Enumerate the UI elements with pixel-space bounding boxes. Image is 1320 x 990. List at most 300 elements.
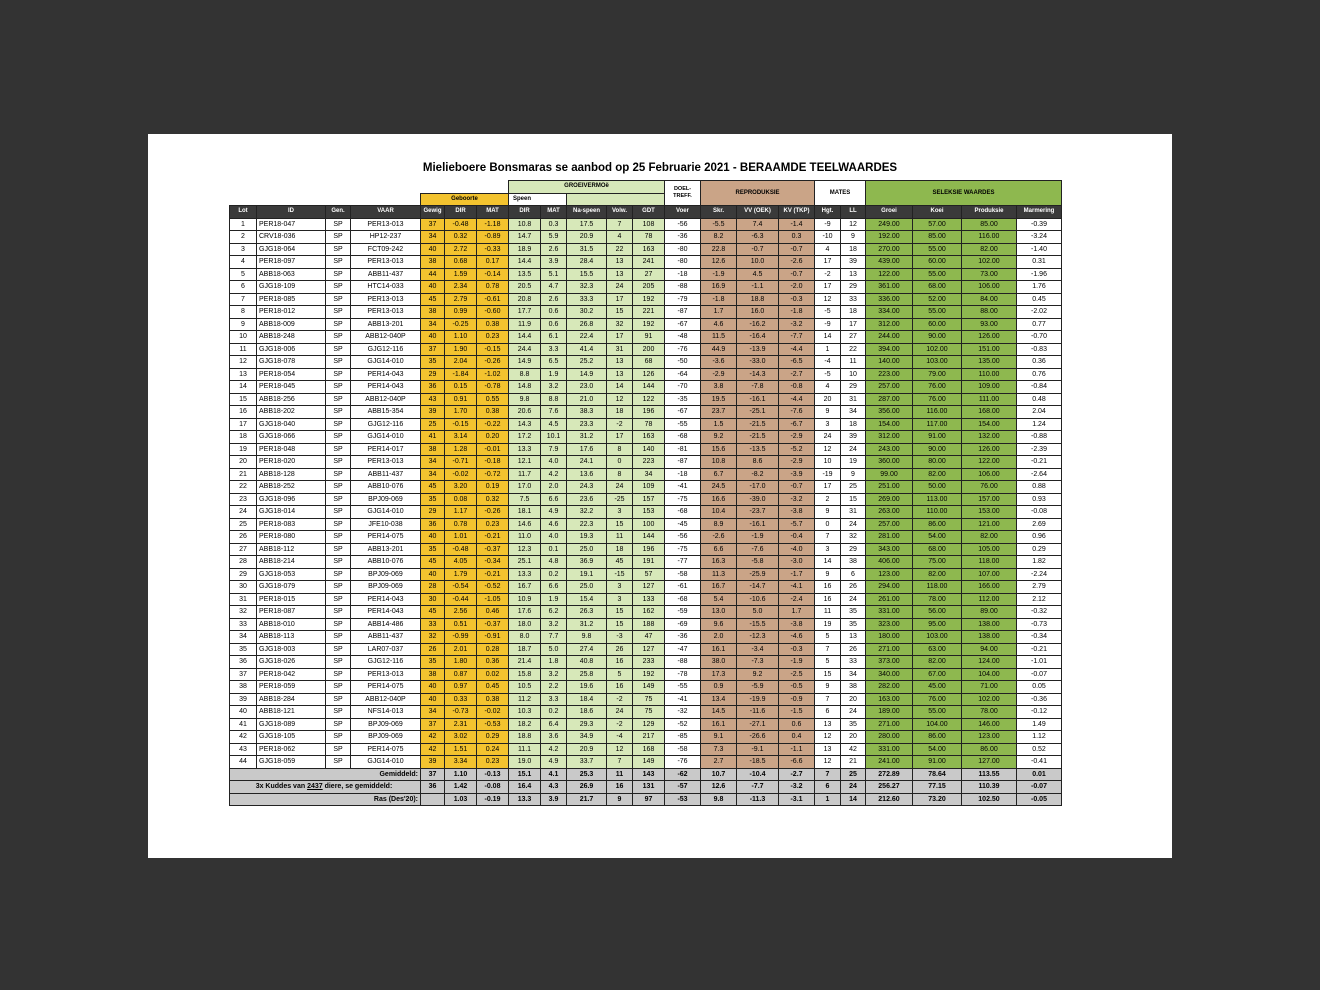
table-row — [230, 456, 1062, 469]
table-cell: 91 — [633, 331, 665, 344]
table-cell: 11.2 — [509, 693, 541, 706]
table-cell: -6.5 — [779, 356, 815, 369]
table-cell: PER18-054 — [257, 368, 326, 381]
table-cell: 17 — [815, 281, 841, 294]
table-cell: 0 — [815, 518, 841, 531]
table-cell: 0.17 — [477, 256, 509, 269]
table-cell: 10 — [815, 456, 841, 469]
table-cell: 13 — [815, 718, 841, 731]
table-cell: 24 — [841, 518, 866, 531]
summary-cell: 4.3 — [541, 781, 567, 794]
table-cell: 40 — [421, 568, 445, 581]
table-cell: 24 — [841, 593, 866, 606]
table-cell: 11 — [607, 531, 633, 544]
table-cell: 1.9 — [541, 593, 567, 606]
table-cell: -25.1 — [737, 406, 779, 419]
table-cell: SP — [326, 618, 351, 631]
table-cell: -0.7 — [779, 268, 815, 281]
table-cell: 85.00 — [913, 231, 962, 244]
table-cell: -0.3 — [779, 293, 815, 306]
table-cell: BPJ09-069 — [351, 731, 421, 744]
table-cell: 16.9 — [701, 281, 737, 294]
table-cell: 5.0 — [737, 606, 779, 619]
table-cell: PER18-080 — [257, 531, 326, 544]
table-cell: 0.9 — [701, 681, 737, 694]
table-cell: -10 — [815, 231, 841, 244]
table-cell: 4.9 — [541, 506, 567, 519]
table-cell: 27 — [230, 543, 257, 556]
table-cell: 25 — [421, 418, 445, 431]
table-row — [230, 306, 1062, 319]
table-cell: 24 — [841, 443, 866, 456]
table-cell: 29 — [841, 381, 866, 394]
table-cell: 67.00 — [913, 668, 962, 681]
table-cell: -14.3 — [737, 368, 779, 381]
table-cell: -0.73 — [445, 706, 477, 719]
table-cell: 5 — [230, 268, 257, 281]
table-cell: -0.78 — [477, 381, 509, 394]
table-cell: PER18-087 — [257, 606, 326, 619]
table-cell: 80.00 — [913, 456, 962, 469]
table-cell: 85.00 — [962, 218, 1017, 231]
table-cell: -3.8 — [779, 618, 815, 631]
table-cell: 0.32 — [445, 231, 477, 244]
table-cell: 0.91 — [445, 393, 477, 406]
table-cell: 373.00 — [866, 656, 913, 669]
table-cell: 14.9 — [509, 356, 541, 369]
table-cell: 340.00 — [866, 668, 913, 681]
summary-cell: 73.20 — [913, 793, 962, 806]
table-cell: 18 — [607, 543, 633, 556]
table-cell: 3.8 — [701, 381, 737, 394]
table-cell: 19.0 — [509, 756, 541, 769]
table-cell: PER13-013 — [351, 293, 421, 306]
table-cell: 78 — [633, 231, 665, 244]
column-header: VV (OEK) — [737, 206, 779, 219]
table-cell: SP — [326, 556, 351, 569]
table-cell: 0.45 — [1017, 293, 1062, 306]
table-cell: 9 — [230, 318, 257, 331]
table-cell: 127.00 — [962, 756, 1017, 769]
table-cell: 2.34 — [445, 281, 477, 294]
table-cell: 7 — [607, 218, 633, 231]
table-cell: 13.0 — [701, 606, 737, 619]
table-cell: 34 — [421, 706, 445, 719]
table-cell: -3.0 — [779, 556, 815, 569]
table-cell: 4.9 — [541, 756, 567, 769]
table-cell: 42 — [421, 731, 445, 744]
summary-cell: -7.7 — [737, 781, 779, 794]
table-cell: ABB18-010 — [257, 618, 326, 631]
table-cell: 9.2 — [737, 668, 779, 681]
table-cell: -7.3 — [737, 656, 779, 669]
table-cell: 38 — [421, 443, 445, 456]
table-cell: 42 — [230, 731, 257, 744]
table-cell: 0.36 — [1017, 356, 1062, 369]
summary-cell: 256.27 — [866, 781, 913, 794]
table-cell: NFS14-013 — [351, 706, 421, 719]
table-cell: 10 — [841, 368, 866, 381]
table-cell: 22 — [841, 343, 866, 356]
table-cell: 18.8 — [737, 293, 779, 306]
table-cell: -5.7 — [779, 518, 815, 531]
table-cell: -6.3 — [737, 231, 779, 244]
table-cell: 40.8 — [567, 656, 607, 669]
table-cell: -0.01 — [477, 443, 509, 456]
table-cell: 122 — [633, 393, 665, 406]
table-cell: 261.00 — [866, 593, 913, 606]
table-cell: 3.02 — [445, 731, 477, 744]
table-cell: 3.34 — [445, 756, 477, 769]
table-cell: 121.00 — [962, 518, 1017, 531]
table-cell: -2.4 — [779, 593, 815, 606]
table-cell: ABB11-437 — [351, 631, 421, 644]
table-cell: 27 — [841, 331, 866, 344]
table-cell: 25.0 — [567, 581, 607, 594]
table-cell: 26.8 — [567, 318, 607, 331]
table-cell: 13.4 — [701, 693, 737, 706]
table-cell: 19.1 — [567, 568, 607, 581]
table-cell: 14.7 — [509, 231, 541, 244]
table-cell: 1.51 — [445, 743, 477, 756]
table-cell: 33.3 — [567, 293, 607, 306]
table-row — [230, 643, 1062, 656]
table-cell: 25.8 — [567, 668, 607, 681]
table-cell: PER14-043 — [351, 381, 421, 394]
table-cell: 10.0 — [737, 256, 779, 269]
table-cell: -3.2 — [779, 318, 815, 331]
table-cell: 15 — [607, 518, 633, 531]
table-cell: 104.00 — [962, 668, 1017, 681]
table-cell: 35 — [230, 643, 257, 656]
table-cell: SP — [326, 506, 351, 519]
table-cell: 56.00 — [913, 606, 962, 619]
table-cell: SP — [326, 631, 351, 644]
table-cell: -2.5 — [779, 668, 815, 681]
table-cell: 75 — [633, 706, 665, 719]
table-cell: 361.00 — [866, 281, 913, 294]
table-cell: 76.00 — [913, 381, 962, 394]
table-cell: SP — [326, 756, 351, 769]
summary-cell: 212.60 — [866, 793, 913, 806]
table-cell: 16 — [815, 593, 841, 606]
table-cell: 20 — [841, 693, 866, 706]
table-cell: -1.7 — [779, 568, 815, 581]
table-cell: 223 — [633, 456, 665, 469]
table-cell: 1.28 — [445, 443, 477, 456]
table-row — [230, 468, 1062, 481]
table-cell: 40 — [421, 681, 445, 694]
table-cell: 28 — [421, 581, 445, 594]
table-cell: 127 — [633, 581, 665, 594]
table-cell: 1.59 — [445, 268, 477, 281]
table-cell: -18.5 — [737, 756, 779, 769]
summary-cell: -10.4 — [737, 768, 779, 781]
table-cell: -0.44 — [445, 593, 477, 606]
table-cell: 6.5 — [541, 356, 567, 369]
table-cell: GJG18-078 — [257, 356, 326, 369]
table-cell: 7 — [815, 531, 841, 544]
table-cell: 25.0 — [567, 543, 607, 556]
table-cell: 4.7 — [541, 281, 567, 294]
table-cell: 12 — [230, 356, 257, 369]
table-cell: -3 — [607, 631, 633, 644]
table-cell: 26 — [841, 581, 866, 594]
table-cell: 1.70 — [445, 406, 477, 419]
table-cell: ABB10-076 — [351, 481, 421, 494]
table-cell: -0.3 — [779, 643, 815, 656]
table-cell: 20 — [230, 456, 257, 469]
table-cell: -0.14 — [477, 268, 509, 281]
table-cell: 20.9 — [567, 231, 607, 244]
table-cell: -0.02 — [477, 706, 509, 719]
summary-cell: 25 — [841, 768, 866, 781]
table-cell: 0.38 — [477, 406, 509, 419]
table-cell: 192 — [633, 668, 665, 681]
table-cell: -7.7 — [779, 331, 815, 344]
table-cell: 4.05 — [445, 556, 477, 569]
table-cell: -67 — [665, 406, 701, 419]
table-cell: SP — [326, 693, 351, 706]
table-cell: 0.23 — [477, 331, 509, 344]
table-cell: 3.3 — [541, 693, 567, 706]
table-cell: 0.23 — [477, 756, 509, 769]
table-cell: 28.4 — [567, 256, 607, 269]
table-cell: HP12-237 — [351, 231, 421, 244]
table-cell: 0.4 — [779, 731, 815, 744]
table-cell: -0.60 — [477, 306, 509, 319]
table-cell: 39 — [421, 406, 445, 419]
table-cell: 140.00 — [866, 356, 913, 369]
table-cell: 15.6 — [701, 443, 737, 456]
table-cell: 31.5 — [567, 243, 607, 256]
table-cell: -0.34 — [477, 556, 509, 569]
table-cell: 6.6 — [541, 493, 567, 506]
table-cell: 6.6 — [701, 543, 737, 556]
table-cell: ABB13-201 — [351, 318, 421, 331]
table-cell: 24 — [230, 506, 257, 519]
table-cell: ABB11-437 — [351, 468, 421, 481]
table-row — [230, 593, 1062, 606]
table-cell: 4.2 — [541, 468, 567, 481]
table-cell: 33 — [421, 618, 445, 631]
table-cell: 0 — [607, 456, 633, 469]
table-cell: -0.21 — [477, 568, 509, 581]
table-cell: 33 — [841, 293, 866, 306]
table-cell: 192 — [633, 293, 665, 306]
table-cell: 34.9 — [567, 731, 607, 744]
table-cell: 116.00 — [962, 231, 1017, 244]
table-cell: PER18-062 — [257, 743, 326, 756]
table-cell: -1.18 — [477, 218, 509, 231]
table-cell: 7 — [815, 643, 841, 656]
table-cell: 45 — [421, 481, 445, 494]
table-cell: 312.00 — [866, 318, 913, 331]
table-cell: -2 — [607, 718, 633, 731]
table-cell: 0.3 — [779, 231, 815, 244]
table-cell: 104.00 — [913, 718, 962, 731]
table-cell: 82.00 — [962, 243, 1017, 256]
table-cell: 47 — [633, 631, 665, 644]
group-speen: Speen — [509, 193, 567, 206]
table-cell: ABB18-214 — [257, 556, 326, 569]
table-cell: 2.69 — [1017, 518, 1062, 531]
summary-cell: 11 — [607, 768, 633, 781]
table-cell: 12.1 — [509, 456, 541, 469]
table-cell: 68.00 — [913, 543, 962, 556]
table-cell: 1.49 — [1017, 718, 1062, 731]
table-cell: -2.64 — [1017, 468, 1062, 481]
summary-label: Gemiddeld: — [230, 768, 421, 781]
table-cell: 71.00 — [962, 681, 1017, 694]
table-cell: ABB18-252 — [257, 481, 326, 494]
table-cell: 25.1 — [509, 556, 541, 569]
table-cell: -2.9 — [701, 368, 737, 381]
table-cell: 4.2 — [541, 743, 567, 756]
table-cell: 31 — [841, 393, 866, 406]
table-row — [230, 631, 1062, 644]
table-row — [230, 393, 1062, 406]
table-cell: 31.2 — [567, 618, 607, 631]
table-cell: -0.26 — [477, 356, 509, 369]
table-cell: 16.1 — [701, 718, 737, 731]
table-cell: 3 — [815, 543, 841, 556]
table-cell: 7.3 — [701, 743, 737, 756]
table-cell: 154.00 — [866, 418, 913, 431]
table-cell: -9 — [815, 318, 841, 331]
table-cell: 20.5 — [509, 281, 541, 294]
table-cell: 0.23 — [477, 518, 509, 531]
table-cell: 17 — [230, 418, 257, 431]
table-cell: -7.6 — [737, 543, 779, 556]
table-cell: 13 — [815, 743, 841, 756]
table-cell: PER18-048 — [257, 443, 326, 456]
table-cell: 144 — [633, 381, 665, 394]
table-row — [230, 668, 1062, 681]
table-cell: LAR07-037 — [351, 643, 421, 656]
table-cell: 11 — [230, 343, 257, 356]
table-cell: -52 — [665, 718, 701, 731]
summary-cell: 110.39 — [962, 781, 1017, 794]
table-cell: 15 — [607, 306, 633, 319]
table-cell: 13.3 — [509, 568, 541, 581]
table-cell: -6.7 — [779, 418, 815, 431]
table-cell: -0.5 — [779, 681, 815, 694]
table-cell: 13 — [607, 268, 633, 281]
table-cell: GJG18-096 — [257, 493, 326, 506]
table-cell: 17.5 — [567, 218, 607, 231]
table-cell: 30 — [230, 581, 257, 594]
table-cell: 50.00 — [913, 481, 962, 494]
table-cell: 24 — [607, 481, 633, 494]
table-cell: 34 — [633, 468, 665, 481]
table-cell: SP — [326, 581, 351, 594]
column-header: Produksie — [962, 206, 1017, 219]
table-cell: GJG18-006 — [257, 343, 326, 356]
table-cell: PER18-015 — [257, 593, 326, 606]
table-cell: 54.00 — [913, 743, 962, 756]
table-cell: SP — [326, 718, 351, 731]
table-cell: 2.12 — [1017, 593, 1062, 606]
table-cell: 23.6 — [567, 493, 607, 506]
table-cell: -26.6 — [737, 731, 779, 744]
table-cell: 21 — [230, 468, 257, 481]
table-cell: 18 — [841, 418, 866, 431]
table-cell: 26 — [841, 643, 866, 656]
column-header: LL — [841, 206, 866, 219]
table-cell: 0.88 — [1017, 481, 1062, 494]
table-cell: HTC14-033 — [351, 281, 421, 294]
summary-cell: 12.6 — [701, 781, 737, 794]
table-cell: 3.2 — [541, 668, 567, 681]
table-cell: -2.6 — [701, 531, 737, 544]
table-cell: GJG18-064 — [257, 243, 326, 256]
table-cell: 15 — [841, 493, 866, 506]
table-cell: 45 — [421, 556, 445, 569]
table-cell: -0.02 — [445, 468, 477, 481]
table-cell: 6.2 — [541, 606, 567, 619]
table-cell: 9.1 — [701, 731, 737, 744]
table-cell: 0.78 — [445, 518, 477, 531]
table-cell: -1.1 — [737, 281, 779, 294]
table-cell: 1.9 — [541, 368, 567, 381]
table-cell: -56 — [665, 218, 701, 231]
table-cell: 13.6 — [567, 468, 607, 481]
table-cell: 76.00 — [913, 393, 962, 406]
table-cell: 91.00 — [913, 431, 962, 444]
table-row — [230, 368, 1062, 381]
table-cell: ABB18-202 — [257, 406, 326, 419]
table-cell: 16.1 — [701, 643, 737, 656]
group-reproduksie: REPRODUKSIE — [701, 181, 815, 206]
table-cell: 7.9 — [541, 443, 567, 456]
table-cell: 192 — [633, 318, 665, 331]
table-cell: FCT09-242 — [351, 243, 421, 256]
table-cell: 9 — [815, 406, 841, 419]
summary-cell: 102.50 — [962, 793, 1017, 806]
summary-cell: 78.64 — [913, 768, 962, 781]
table-cell: 19 — [841, 456, 866, 469]
table-cell: ABB18-113 — [257, 631, 326, 644]
table-cell: 20 — [815, 393, 841, 406]
table-cell: 31 — [841, 506, 866, 519]
table-cell: 0.05 — [1017, 681, 1062, 694]
table-cell: 13.3 — [509, 443, 541, 456]
table-cell: 9 — [815, 568, 841, 581]
table-row — [230, 406, 1062, 419]
table-cell: 34 — [230, 631, 257, 644]
table-cell: 45 — [421, 293, 445, 306]
table-cell: 17 — [841, 318, 866, 331]
table-cell: 22.4 — [567, 331, 607, 344]
summary-cell: 16.4 — [509, 781, 541, 794]
table-cell: 15 — [607, 606, 633, 619]
table-cell: 157.00 — [962, 493, 1017, 506]
table-cell: -16.1 — [737, 393, 779, 406]
table-cell: -88 — [665, 656, 701, 669]
table-cell: ABB12-040P — [351, 693, 421, 706]
table-cell: 30.2 — [567, 306, 607, 319]
table-cell: -5.2 — [779, 443, 815, 456]
table-cell: SP — [326, 406, 351, 419]
table-cell: 37 — [421, 718, 445, 731]
table-cell: 7.6 — [541, 406, 567, 419]
table-cell: SP — [326, 356, 351, 369]
table-cell: -0.7 — [779, 243, 815, 256]
table-cell: ABB18-256 — [257, 393, 326, 406]
table-cell: 3.2 — [541, 618, 567, 631]
table-cell: 26 — [421, 643, 445, 656]
